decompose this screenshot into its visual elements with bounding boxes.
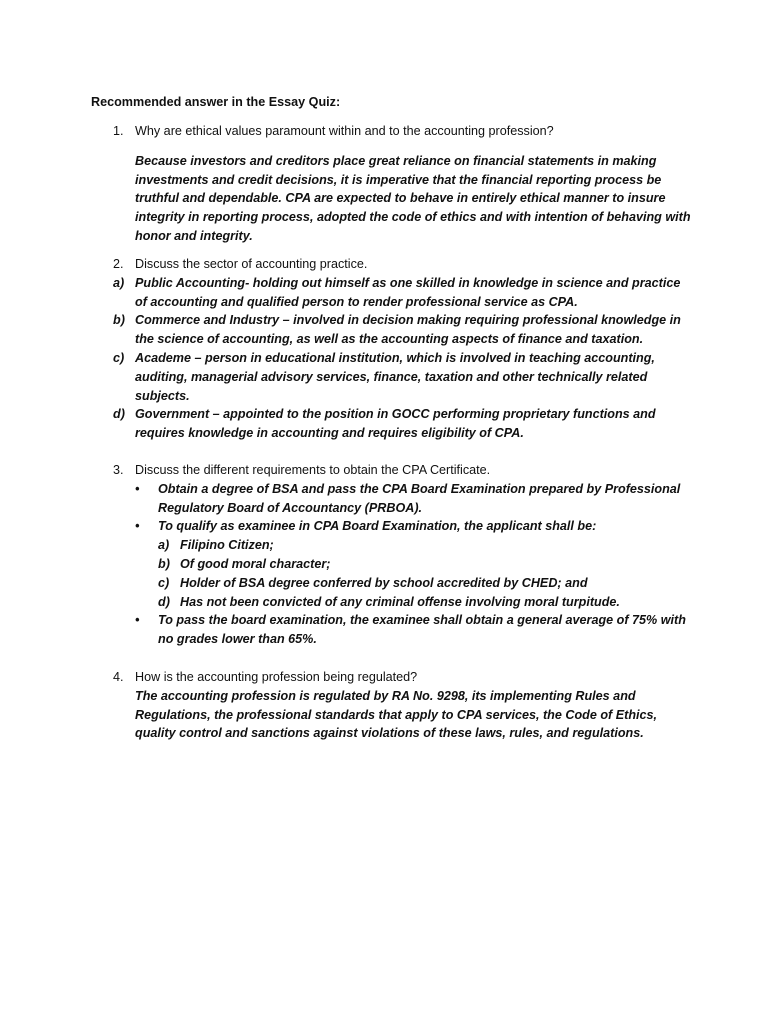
- requirements-list: [113, 480, 693, 649]
- list-marker: a): [158, 538, 170, 553]
- question-3: [113, 461, 693, 649]
- list-item-text: Of good moral character;: [180, 556, 331, 571]
- question-number: 4.: [113, 670, 124, 684]
- bullet-icon: •: [135, 519, 140, 534]
- list-item-text: Obtain a degree of BSA and pass the CPA Board Examination prepared by Professional Regulatory Board of Accountancy (PRBOA).: [158, 481, 681, 515]
- answer-text: Because investors and creditors place great reliance on financial statements in making investments and credit decisions, it is imperative that the financial reporting process be truthful and dependable. CPA are expected to behave in entirely ethical manner to insure integrity in reporting process, adopted the code of ethics and with intention of behaving with honor and integrity.: [135, 153, 691, 243]
- list-marker: c): [158, 575, 170, 590]
- list-item: [113, 405, 693, 443]
- question-1: [113, 122, 693, 246]
- list-item: [158, 574, 693, 593]
- sector-list: [113, 274, 693, 443]
- list-marker: c): [113, 350, 125, 365]
- question-number: 3.: [113, 463, 124, 477]
- list-item-text: Holder of BSA degree conferred by school accredited by CHED; and: [180, 575, 588, 590]
- list-marker: d): [113, 407, 125, 422]
- list-marker: b): [113, 313, 125, 328]
- list-marker: b): [158, 556, 170, 571]
- list-marker: a): [113, 275, 125, 290]
- answer-text: The accounting profession is regulated by RA No. 9298, its implementing Rules and Regulations, the professional standards that apply to CPA services, the Code of Ethics, quality control and sanctions against violations of these laws, rules, and regulations.: [135, 688, 658, 741]
- list-marker: d): [158, 594, 170, 609]
- list-item: [135, 480, 693, 518]
- question-number: 1.: [113, 124, 124, 138]
- question-number: 2.: [113, 257, 124, 271]
- question-text: Discuss the different requirements to obtain the CPA Certificate.: [135, 463, 491, 477]
- list-item-text: Public Accounting- holding out himself as one skilled in knowledge in science and practice of accounting and qualified person to render professional service as CPA.: [135, 275, 681, 309]
- list-item: [113, 311, 693, 349]
- question-text: How is the accounting profession being regulated?: [135, 670, 418, 684]
- list-item: [135, 517, 693, 611]
- bullet-icon: •: [135, 613, 140, 628]
- list-item-text: Commerce and Industry – involved in decision making requiring professional knowledge in the science of accounting, as well as the accounting aspects of finance and taxation.: [135, 313, 681, 347]
- question-text: Discuss the sector of accounting practice.: [135, 257, 368, 271]
- list-item-text: To pass the board examination, the examinee shall obtain a general average of 75% with no grades lower than 65%.: [158, 613, 686, 647]
- list-item: [113, 349, 693, 405]
- document-title: Recommended answer in the Essay Quiz:: [91, 95, 341, 109]
- list-item: [135, 611, 693, 649]
- question-text: Why are ethical values paramount within and to the accounting profession?: [135, 124, 554, 138]
- list-item-text: Filipino Citizen;: [180, 538, 274, 553]
- list-item: [158, 593, 693, 612]
- list-item: [158, 555, 693, 574]
- list-item-text: Has not been convicted of any criminal offense involving moral turpitude.: [180, 594, 620, 609]
- list-item-text: To qualify as examinee in CPA Board Examination, the applicant shall be:: [158, 519, 597, 534]
- question-2: [113, 255, 693, 443]
- list-item: [113, 274, 693, 312]
- list-item: [158, 536, 693, 555]
- qualification-list: [158, 536, 693, 611]
- list-item-text: Academe – person in educational institution, which is involved in teaching accounting, auditing, managerial advisory services, finance, taxation and other technically related subjects.: [135, 350, 655, 403]
- question-4: [113, 668, 693, 743]
- list-item-text: Government – appointed to the position in GOCC performing proprietary functions and requires knowledge in accounting and requires eligibility of CPA.: [135, 407, 656, 441]
- bullet-icon: •: [135, 481, 140, 496]
